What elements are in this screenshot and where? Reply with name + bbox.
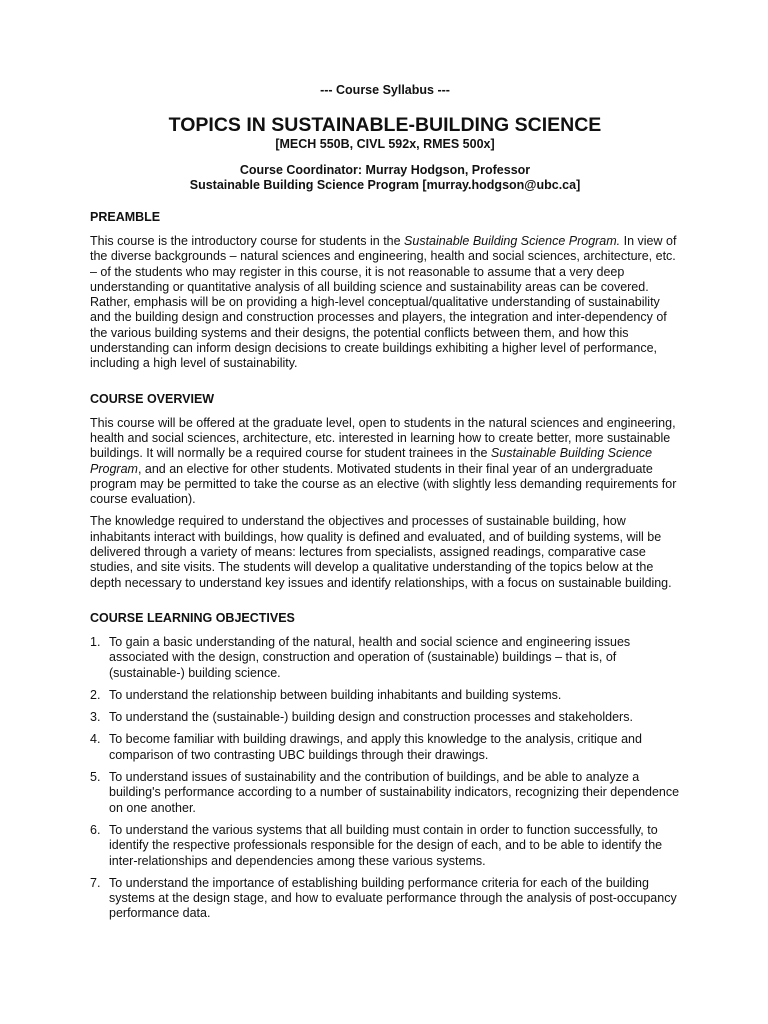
program-name-emphasis: Sustainable Building Science Program. [404, 234, 621, 248]
objectives-list [90, 635, 680, 922]
objective-text: To understand the (sustainable-) building design and construction processes and stakeholders. [109, 710, 633, 725]
objective-item [90, 732, 680, 763]
objective-number: 7. [90, 875, 101, 890]
overview-paragraph-2: The knowledge required to understand the objectives and processes of sustainable building, how inhabitants interact with buildings, how quality is defined and evaluated, and of building systems, will be delivered through a variety of means: lectures from specialists, assigned readings, comparative case studies, and site visits. The students will develop a qualitative understanding of the topics below at the depth necessary to understand key issues and identify relationships, with a focus on sustainable building. [90, 514, 672, 590]
preamble-text-b: In view of the diverse backgrounds – natural sciences and engineering, health and social sciences, architecture, etc. – of the students who may register in this course, it is not reasonable to assume that a very deep understanding or quantitative analysis of all building science and sustainability areas can be covered. Rather, emphasis will be on providing a high-level conceptual/qualitative understanding of sustainability and the building design and construction processes and players, the integration and inter-dependency of the various building systems and their designs, the potential conflicts between them, and how this understanding can inform design decisions to create buildings exhibiting a higher level of performance, including a high level of sustainability. [90, 234, 677, 371]
objective-number: 2. [90, 687, 101, 702]
overview-text-a: This course will be offered at the graduate level, open to students in the natural sciences and engineering, health and social sciences, architecture, etc. interested in learning how to create better, more sustainable buildings. It will normally be a required course for student trainees in the [90, 415, 676, 461]
objective-text: To gain a basic understanding of the natural, health and social science and engineering issues associated with the design, construction and operation of (sustainable) buildings – that is, of (sustainable-) building science. [109, 634, 631, 680]
objective-text: To understand the various systems that all building must contain in order to function successfully, to identify the respective professionals responsible for the design of each, and to be able to identify the inter-relationships and dependencies among these various systems. [109, 822, 663, 868]
objective-item [90, 635, 680, 681]
objectives-heading: COURSE LEARNING OBJECTIVES [90, 610, 295, 625]
objective-item [90, 710, 680, 725]
objective-number: 5. [90, 770, 101, 785]
objective-text: To understand the importance of establishing building performance criteria for each of the building systems at the design stage, and how to evaluate performance through the analysis of post-occupancy performance data. [109, 875, 677, 921]
objective-number: 4. [90, 732, 101, 747]
program-contact: Sustainable Building Science Program [murray.hodgson@ubc.ca] [189, 178, 581, 192]
objective-text: To become familiar with building drawings, and apply this knowledge to the analysis, critique and comparison of two contrasting UBC buildings through their drawings. [109, 732, 642, 762]
objective-text: To understand issues of sustainability and the contribution of buildings, and be able to analyze a building's performance according to a number of sustainability indicators, recognizing their dependence on one another. [109, 770, 680, 815]
preamble-paragraph [90, 234, 680, 372]
document-kicker: --- Course Syllabus --- [320, 83, 450, 97]
preamble-heading: PREAMBLE [90, 210, 161, 224]
overview-text-b: , and an elective for other students. Motivated students in their final year of an undergraduate program may be permitted to take the course as an elective (with slightly less demanding requirements for course evaluation). [90, 461, 677, 507]
objective-text: To understand the relationship between building inhabitants and building systems. [109, 687, 562, 702]
objective-number: 1. [90, 634, 101, 649]
overview-paragraph-1 [90, 416, 680, 508]
course-codes: [MECH 550B, CIVL 592x, RMES 500x] [275, 137, 495, 151]
document-title: TOPICS IN SUSTAINABLE-BUILDING SCIENCE [168, 114, 602, 136]
objective-item [90, 823, 680, 869]
course-coordinator: Course Coordinator: Murray Hodgson, Professor [239, 163, 531, 177]
objective-number: 6. [90, 822, 101, 837]
objective-item [90, 770, 680, 816]
objective-number: 3. [90, 710, 101, 725]
objective-item [90, 688, 680, 703]
objective-item [90, 876, 680, 922]
overview-heading: COURSE OVERVIEW [90, 391, 215, 406]
preamble-text-a: This course is the introductory course for students in the [90, 234, 405, 248]
program-name-emphasis: Sustainable Building Science Program [90, 446, 653, 476]
